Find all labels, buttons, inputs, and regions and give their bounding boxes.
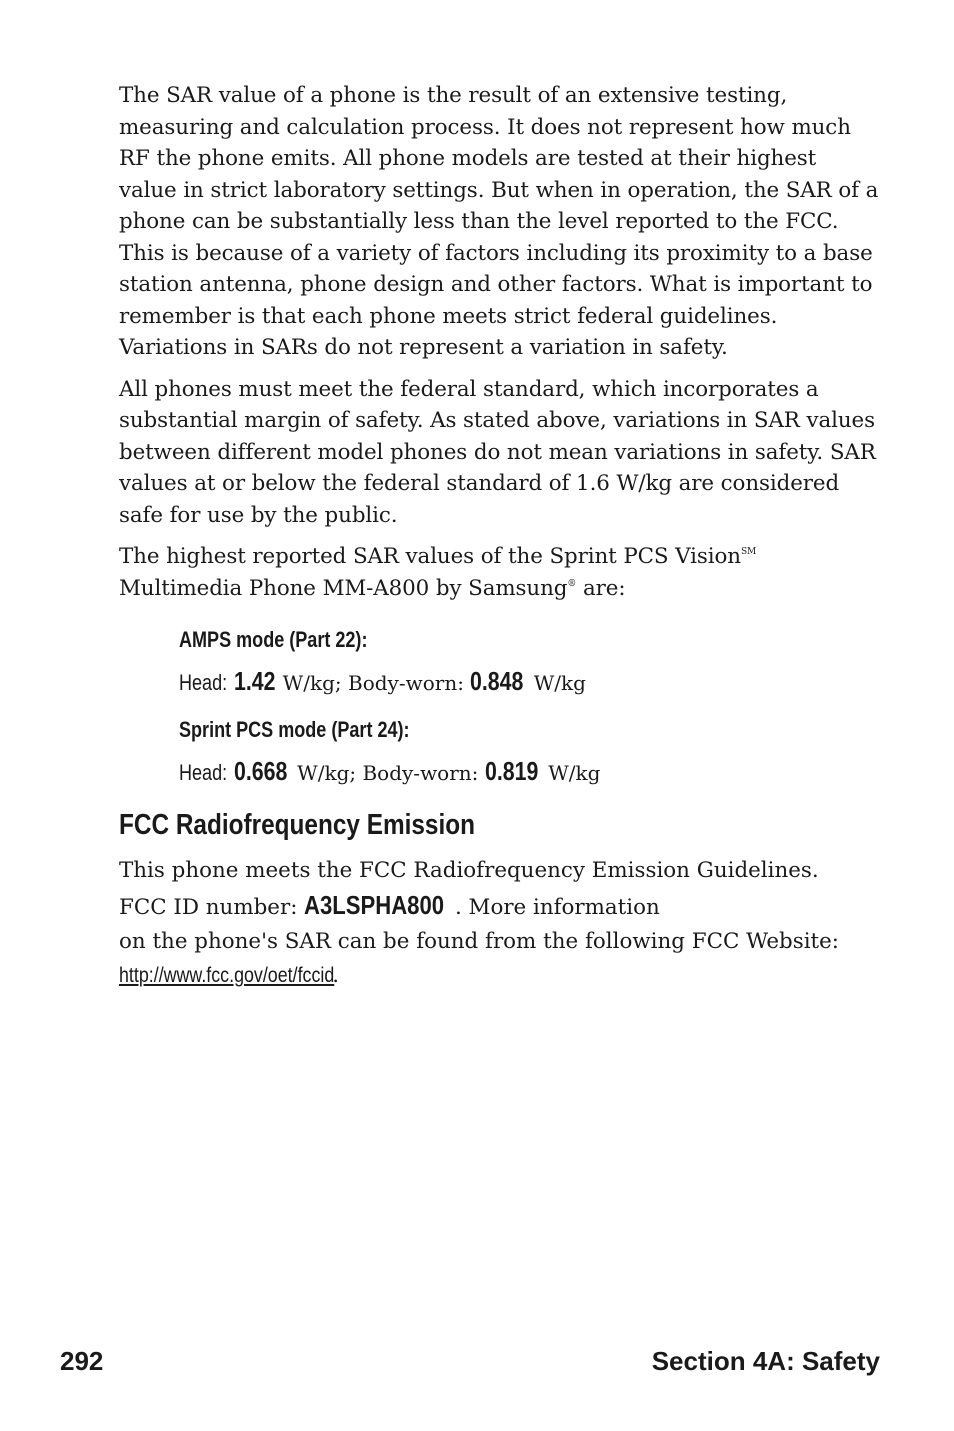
amps-unit-bodyworn: W/kg; Body-worn:: [276, 671, 471, 695]
page-footer: [60, 1340, 880, 1384]
fcc-website-line: on the phone's SAR can be found from the following FCC Website:: [119, 929, 839, 954]
sar-explanation-paragraph: The SAR value of a phone is the result of an extensive testing, measuring and calculation process. It does not represent how much RF the phone emits. All phone models are tested at their highest value in strict laboratory settings. But when in operation, the SAR of a phone can be substantially less than the level reported to the FCC. This is because of a variety of factors including its proximity to a base station antenna, phone design and other factors. What is important to remember is that each phone meets strict federal guidelines. Variations in SARs do not represent a variation in safety.: [119, 83, 879, 360]
amps-mode-title: AMPS mode (Part 22):: [179, 627, 368, 652]
highest-sar-text-a: The highest reported SAR values of the Sprint PCS Vision: [119, 544, 741, 569]
amps-body-value: 0.848: [470, 666, 524, 696]
fcc-url-suffix: .: [332, 963, 340, 988]
service-mark: SM: [740, 547, 757, 557]
registered-mark: ®: [567, 578, 577, 589]
fcc-id-prefix: FCC ID number:: [119, 895, 305, 920]
amps-head-value: 1.42: [233, 666, 276, 696]
fcc-guidelines-line: This phone meets the FCC Radiofrequency Emission Guidelines.: [119, 858, 819, 883]
pcs-head-value: 0.668: [233, 756, 288, 786]
fcc-emission-heading: FCC Radiofrequency Emission: [119, 809, 476, 841]
page-number: 292: [60, 1346, 104, 1376]
highest-sar-paragraph: [119, 541, 879, 604]
highest-sar-text-b: Multimedia Phone MM-A800 by Samsung: [119, 575, 568, 601]
federal-standard-paragraph: All phones must meet the federal standard, which incorporates a substantial margin of safety. As stated above, variations in SAR values between different model phones do not mean variations in safety. SAR values at or below the federal standard of 1.6 W/kg are considered safe for use by the public.: [119, 376, 876, 528]
pcs-body-value: 0.819: [484, 756, 539, 786]
fcc-id-suffix: . More information: [454, 895, 660, 920]
page-content: [119, 80, 879, 993]
pcs-mode-title: Sprint PCS mode (Part 24):: [179, 717, 410, 742]
pcs-unit: W/kg: [541, 761, 601, 785]
section-title: Section 4A: Safety: [651, 1346, 880, 1376]
amps-values-line: [179, 660, 879, 702]
highest-sar-text-c: are:: [576, 575, 626, 601]
pcs-unit-bodyworn: W/kg; Body-worn:: [290, 761, 485, 785]
amps-unit: W/kg: [527, 671, 586, 695]
amps-head-label: Head:: [179, 670, 228, 695]
fcc-id-line: [119, 888, 879, 925]
fcc-id-value: A3LSPHA800: [304, 890, 445, 920]
pcs-head-label: Head:: [179, 760, 228, 785]
amps-mode-block: [179, 620, 879, 792]
fcc-website-link[interactable]: http://www.fcc.gov/oet/fccid: [119, 964, 335, 987]
fcc-url-line: [119, 959, 879, 993]
pcs-values-line: [179, 750, 879, 792]
